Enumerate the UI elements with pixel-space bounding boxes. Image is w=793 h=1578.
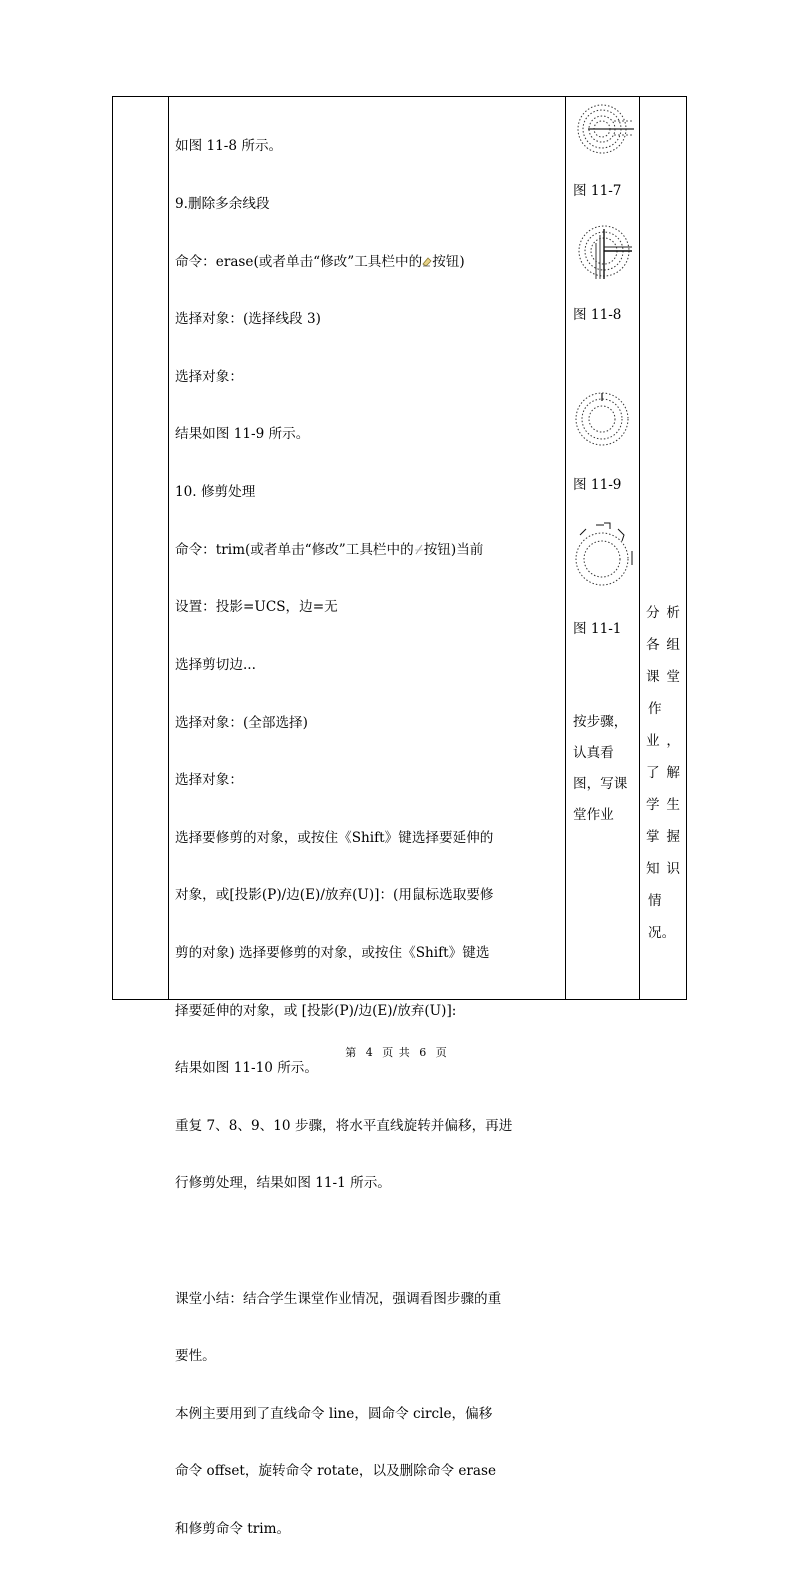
- content-line: 课堂小结：结合学生课堂作业情况，强调看图步骤的重: [175, 1290, 502, 1307]
- figure-11-8-caption: 图 11-8: [573, 307, 622, 323]
- content-line: 选择对象：: [175, 368, 243, 385]
- teacher-notes: [640, 597, 686, 949]
- lesson-content: [175, 99, 565, 1578]
- note-line: 知识: [646, 861, 680, 877]
- trim-icon: [414, 544, 424, 555]
- note-line: 掌握: [646, 829, 680, 845]
- figure-11-9-drawing: [574, 389, 634, 449]
- note-line: 作: [648, 701, 662, 717]
- content-line: 选择对象：(全部选择): [175, 714, 308, 731]
- content-line: 本例主要用到了直线命令 line，圆命令 circle，偏移: [175, 1405, 493, 1422]
- student-guide: [573, 707, 635, 831]
- note-line: 业，: [646, 733, 680, 749]
- content-line: [175, 1232, 565, 1251]
- figure-11-8-drawing: [574, 219, 634, 279]
- guide-line: 认真看: [573, 745, 614, 761]
- content-line: 对象，或[投影(P)/边(E)/放弃(U)]：(用鼠标选取要修: [175, 887, 494, 904]
- content-line: 选择对象：(选择线段 3): [175, 311, 321, 328]
- content-line: 命令：erase(或者单击“修改”工具栏中的 按钮): [175, 253, 465, 270]
- content-line: 如图 11-8 所示。: [175, 138, 283, 155]
- note-line: 况。: [648, 925, 676, 941]
- total-pages: 6: [419, 1046, 428, 1059]
- content-line: 剪的对象) 选择要修剪的对象，或按住《Shift》键选: [175, 944, 490, 961]
- eraser-icon: [422, 256, 432, 267]
- content-line: 选择要修剪的对象，或按住《Shift》键选择要延伸的: [175, 829, 494, 846]
- guide-line: 按步骤，: [573, 714, 628, 730]
- page-number: 4: [365, 1046, 374, 1059]
- figure-11-1-drawing: [574, 521, 634, 591]
- note-line: 各组: [646, 637, 680, 653]
- content-line: 择要延伸的对象，或 [投影(P)/边(E)/放弃(U)]:: [175, 1002, 457, 1019]
- note-line: 学生: [646, 797, 680, 813]
- content-line: 9.删除多余线段: [175, 196, 270, 213]
- content-line: 命令：trim(或者单击“修改”工具栏中的 按钮)当前: [175, 541, 484, 558]
- content-line: 10. 修剪处理: [175, 484, 256, 501]
- content-line: 和修剪命令 trim。: [175, 1521, 291, 1538]
- content-line: 行修剪处理，结果如图 11-1 所示。: [175, 1175, 391, 1192]
- content-line: 命令 offset，旋转命令 rotate，以及删除命令 erase: [175, 1463, 497, 1480]
- content-line: 结果如图 11-9 所示。: [175, 426, 310, 443]
- content-line: 设置：投影=UCS，边=无: [175, 599, 338, 616]
- guide-line: 堂作业: [573, 807, 614, 823]
- figure-11-9-caption: 图 11-9: [573, 477, 622, 493]
- content-line: 选择剪切边...: [175, 656, 256, 673]
- page-footer: 第 4 页 共 6 页: [345, 1046, 448, 1059]
- figure-11-7-caption: 图 11-7: [573, 183, 622, 199]
- note-line: 了解: [646, 765, 680, 781]
- figure-column: [566, 97, 639, 999]
- content-line: 选择对象：: [175, 772, 243, 789]
- col-divider-1: [168, 97, 169, 999]
- note-line: 情: [648, 893, 662, 909]
- content-line: 要性。: [175, 1348, 216, 1365]
- content-line: 重复 7、8、9、10 步骤，将水平直线旋转并偏移，再进: [175, 1117, 513, 1134]
- note-line: 分析: [646, 605, 680, 621]
- figure-11-1-caption: 图 11-1: [573, 621, 622, 637]
- figure-11-7-drawing: [574, 99, 634, 159]
- guide-line: 图，写课: [573, 776, 628, 792]
- content-line: 结果如图 11-10 所示。: [175, 1060, 318, 1077]
- note-line: 课堂: [646, 669, 680, 685]
